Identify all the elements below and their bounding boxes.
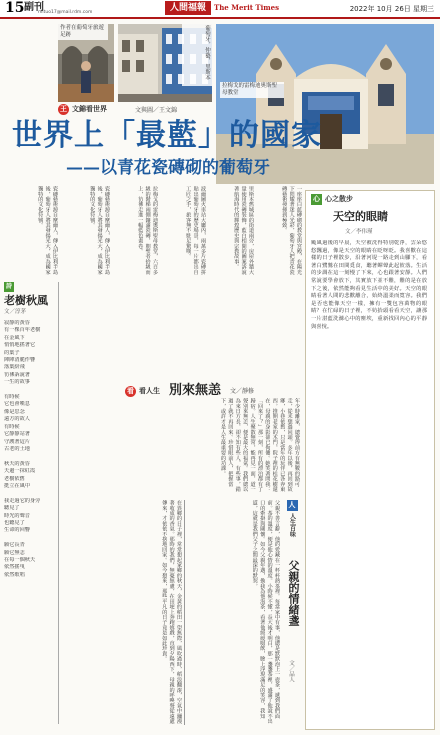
right-column-body: 颱風過後的早晨，天空被洗得特別乾淨，雲朵悠悠飄過，像是天空的眼睛在眨呀眨。我喜歡在這樣的日子裡散步，沿著河堤一路走到山腳下，看著白鷺鷥在田間覓食，聽著蟬聲此起彼落。生活的步調在這一刻慢了下來，心也跟著安靜。人們常說要學會放下，其實放下並不難，難的是在放下之後，依然能夠看見生活中的美好。天空的眼睛看著人間的悲歡離合，始終溫柔而寬容。我們是否也能像天空一樣，擁有一雙包容萬物的眼睛？在忙碌的日子裡，不妨抬頭看看天空，讓那一片湛藍洗滌心中的塵埃，重新找回內心的平靜與喜悅。 bbox=[311, 240, 427, 330]
poem-line: 古老的土地 bbox=[4, 445, 30, 452]
feature-column: 拉梅戈的雷梅迪奧斯聖母教堂，六百多級的階梯兩側鑲滿瓷磚，朝聖者拾級而上，彷彿走進一幅藍色畫卷。 bbox=[137, 186, 158, 275]
lower-left-body bbox=[62, 500, 182, 725]
photo-author-travel bbox=[58, 24, 114, 102]
father-essay-label: 人生百味 bbox=[288, 513, 296, 537]
feature-body-left bbox=[4, 186, 58, 278]
poem-line: 的葉子 bbox=[4, 349, 20, 356]
father-essay-body bbox=[188, 500, 280, 725]
poem-line: 在金風下 bbox=[4, 334, 25, 341]
poem-author: 文／淳茅 bbox=[4, 309, 27, 315]
kicker-badge: 王 bbox=[60, 105, 67, 113]
poem-line: 有一棵百年老樹 bbox=[4, 327, 41, 334]
father-essay-heading bbox=[282, 500, 302, 725]
photo-caption: 葡萄牙，仲藝，里斯本 bbox=[182, 24, 212, 86]
page-number: 15 bbox=[5, 0, 25, 16]
poem-line: 寂靜的黃昏 bbox=[4, 320, 30, 326]
poem-line bbox=[4, 490, 58, 497]
column-divider bbox=[184, 500, 185, 725]
poem-line: 願它無恙 bbox=[4, 549, 25, 556]
feature-kicker bbox=[58, 104, 107, 115]
feature-column: 瓷磚藝術源自摩爾人，傳入伊比利半島後，葡萄牙人將其發揚光大，成為國家獨特的文化符號。 bbox=[89, 186, 110, 275]
right-column-label: 心之散步 bbox=[325, 195, 353, 203]
poem-line: 天邊一抹紅霞 bbox=[4, 468, 36, 475]
essay-label: 看人生 bbox=[139, 386, 160, 395]
poem-line: 依然歌唱 bbox=[4, 571, 25, 578]
right-column-heading bbox=[311, 194, 353, 205]
feature-headline: 世界上「最藍」的國家 bbox=[12, 118, 322, 153]
poem-line: 像是思念 bbox=[4, 408, 25, 415]
photo-lisbon-street bbox=[118, 24, 212, 102]
feature-author: 文與圖／王文錦 bbox=[135, 107, 178, 114]
poem-line: 一生的故事 bbox=[4, 379, 30, 386]
lower-left-text: 在異鄉的日子裡，常常想起家鄉的秋天，金黃的稻田一望無際，風吹過時，稻浪翻滾，空氣中瀰漫著收成的香氣。那時的我們，無憂無慮，在田埂上奔跑嬉戲，直到夕陽西下，母親的呼喚聲從遠處傳來，才依依不捨地回家。如今想來，那些平凡的日子竟是如此珍貴。 bbox=[161, 500, 182, 724]
poem-line: 在每一個秋天 bbox=[4, 557, 36, 563]
photo-caption: 作者在葡萄牙旅遊足跡 bbox=[58, 24, 108, 40]
poem-line bbox=[4, 535, 58, 542]
feature-subhead: ——以青花瓷磚砌的葡萄牙 bbox=[66, 158, 270, 178]
poem-line: 願它長青 bbox=[4, 542, 25, 549]
poem-sidebar bbox=[4, 282, 59, 724]
feature-body-upper bbox=[60, 186, 302, 278]
editor-email: mituo17@mail.rdm.com bbox=[38, 10, 93, 15]
photo-caption: 拉梅戈的雷梅迪奧斯聖母教堂 bbox=[220, 82, 284, 98]
poem-line: 老樹依舊 bbox=[4, 475, 25, 482]
essay-text: 年少時離家，總覺得前方有無數的路可走，從未想過回頭。多年以後，再回到故鄉，小巷依舊，只是當年的玩伴已各奔東西。推開老家的木門，院子裡的桂花樹還在，母親的身影卻已佝僂。她笑著問我：「回來了？」那一刻，所有的漂泊都有了歸宿。人生聚散無常，能再見一面，道一聲別來無恙，便是最大的福氣。我們總以為來日方長，卻不知有些人、有些事，錯過了就不再回來。珍惜眼前人，把握當下，或許才是人生最重要的功課。 bbox=[219, 398, 300, 492]
poem-line: 挺立在風中 bbox=[4, 482, 30, 489]
essay-author: 文／靜修 bbox=[230, 387, 255, 395]
father-essay-author: 文／品人 bbox=[288, 660, 294, 682]
newspaper-logo-english: The Merit Times bbox=[214, 3, 280, 12]
father-essay-text: 父親不善言辭，他的愛藏在一杯杯熱茶裡。每當家中有事，他總是默默泡上一壺茶，遞到我們面前。茶的溫度，便是他心情的溫度。小時候不懂，長大後才明白，那一盞盞茶裡，盛滿了他說不出口的牽掛與關懷。如今父親年邁，換我為他泡茶，看著他緩緩啜飲，臉上浮現滿足的笑容，我知道，這就是我們父子之間最深的默契。 bbox=[251, 500, 280, 724]
essay-body bbox=[62, 398, 300, 494]
masthead bbox=[0, 0, 440, 19]
feature-column: 一座座白藍磚砌的教堂與宮殿，在陽光下閃耀著迷人光彩，葡萄牙人把青花瓷磚藝術發揮到極致。 bbox=[281, 186, 302, 275]
poem-line: 我走過它的身旁 bbox=[4, 497, 41, 504]
poem-line: 聽見了 bbox=[4, 505, 20, 512]
poem-line: 陣陣清脆作響 bbox=[4, 357, 36, 364]
poem-line: 彷彿訴說著 bbox=[4, 371, 30, 378]
father-essay-badge: 人 bbox=[288, 501, 296, 509]
poem-line: 有時候 bbox=[4, 394, 20, 401]
poem-tag: 詩 bbox=[5, 283, 12, 290]
newspaper-logo: 人間福報 bbox=[165, 1, 211, 15]
essay-heading bbox=[125, 383, 254, 399]
right-column-author: 文／李伟瑾 bbox=[345, 229, 373, 235]
feature-column: 里斯本舊城區的街道兩旁，房屋外牆大量使用瓷磚裝飾，藍白相間的圖案訴說著航海時代的輝煌歷史與宗教故事。 bbox=[233, 186, 254, 275]
father-essay-title: 父親的情緒盞 bbox=[287, 560, 300, 626]
poem-line: 落葉紛飛 bbox=[4, 364, 25, 371]
poem-line: 遠方的故人 bbox=[4, 416, 30, 423]
poem-line bbox=[4, 453, 58, 460]
poem-line: 它靜靜站著 bbox=[4, 431, 30, 438]
poem-line bbox=[4, 387, 58, 394]
poem-line: 也聽見了 bbox=[4, 519, 25, 526]
poem-line: 時光的聲音 bbox=[4, 512, 30, 519]
kicker-label: 文錦看世界 bbox=[72, 105, 107, 113]
poem-title: 老樹秋風 bbox=[4, 294, 48, 307]
right-column bbox=[305, 190, 435, 730]
poem-line: 依然搖曳 bbox=[4, 564, 25, 571]
poem-line: 生命的回響 bbox=[4, 527, 30, 534]
poem-line: 它也會嘆息 bbox=[4, 401, 30, 408]
right-column-title: 天空的眼睛 bbox=[333, 210, 388, 223]
poem-line: 秋天的黃昏 bbox=[4, 460, 30, 467]
poem-body bbox=[4, 320, 58, 579]
essay-badge: 看 bbox=[127, 386, 134, 395]
feature-column: 波爾圖火車站大廳內，兩萬多片瓷磚拼貼出葡萄牙的歷史場景，每一片都出自工匠之手，旅客無不駐足驚嘆。 bbox=[185, 186, 206, 275]
poem-line: 守護著這片 bbox=[4, 438, 30, 445]
issue-date: 2022年 10月 26日 星期三 bbox=[349, 5, 434, 13]
poem-line: 悄悄地搖著它 bbox=[4, 342, 36, 349]
feature-column-left: 瓷磚藝術源自摩爾人，傳入伊比利半島後，葡萄牙人將其發揚光大，成為國家獨特的文化符號。 bbox=[37, 186, 58, 275]
section-name: 副刊 bbox=[24, 2, 44, 13]
right-column-badge: 心 bbox=[313, 195, 320, 203]
essay-title: 別來無恙 bbox=[169, 383, 222, 398]
poem-line: 有時候 bbox=[4, 423, 20, 430]
